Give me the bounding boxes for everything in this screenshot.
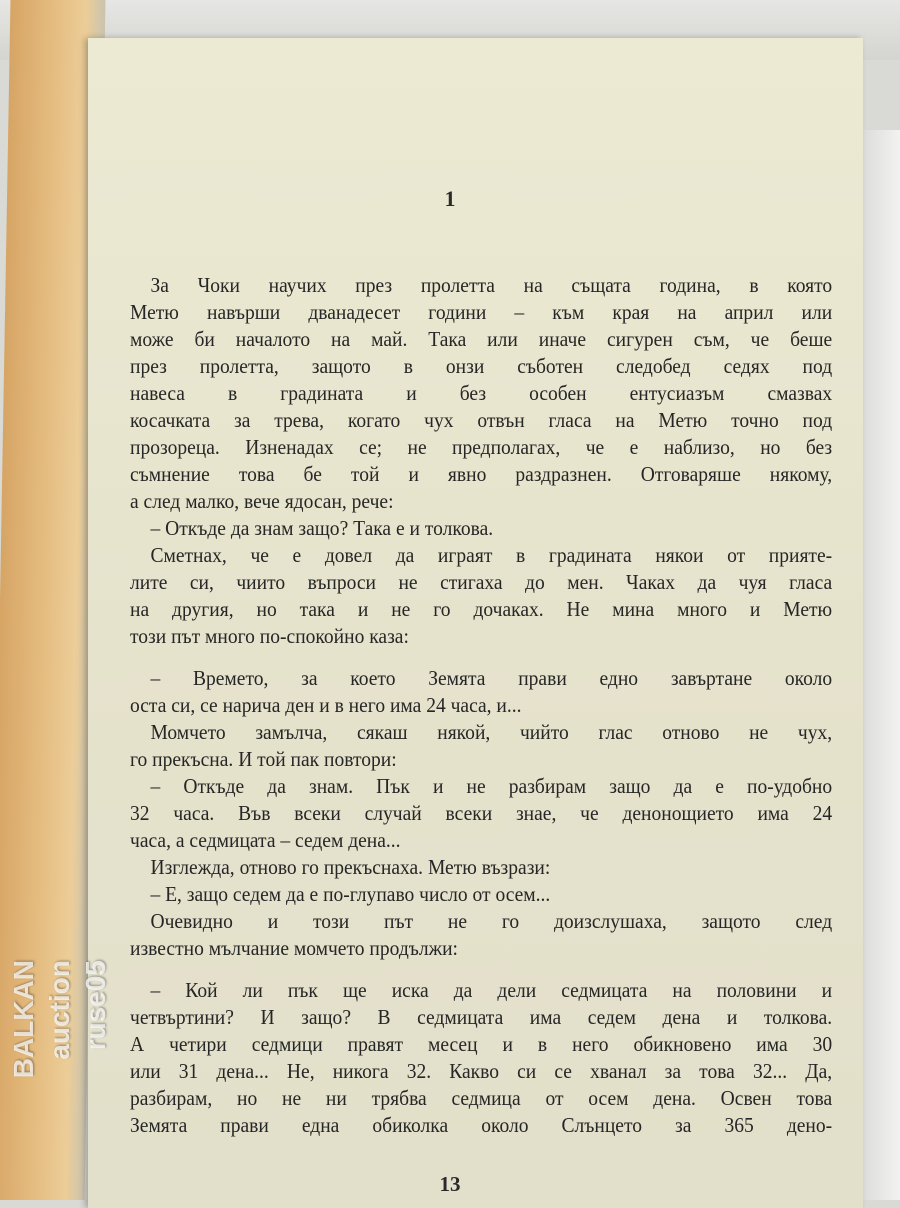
text-line: този път много по-спокойно каза:: [130, 624, 409, 648]
text-line: – Е, защо седем да е по-глупаво число от осем...: [150, 882, 551, 906]
watermark-line2: auction: [44, 960, 75, 1060]
text-line: – Откъде да знам. Пък и не разбирам защо да е по-удобно: [150, 774, 833, 798]
text-line: през пролетта, защото в онзи съботен следобед седях под: [130, 354, 833, 378]
text-line: Изглежда, отново го прекъснаха. Метю възрази:: [150, 855, 551, 879]
text-line: Земята прави една обиколка около Слънцето за 365 дено-: [130, 1113, 833, 1137]
text-line: 32 часа. Във всеки случай всеки знае, че денонощието има 24: [130, 801, 833, 825]
text-line: Момчето замълча, сякаш някой, чийто глас отново не чух,: [150, 720, 833, 744]
watermark-line3: ruse05: [80, 960, 111, 1051]
text-line: Метю навърши дванадесет години – към края на април или: [130, 300, 833, 324]
text-line: – Кой ли пък ще иска да дели седмицата на половини и: [150, 978, 833, 1002]
text-line: на другия, но така и не го дочаках. Не мина много и Метю: [130, 597, 833, 621]
text-line: – Откъде да знам защо? Така е и толкова.: [150, 516, 494, 540]
page-number: 13: [439, 1172, 461, 1196]
watermark-line1: BALKAN: [8, 960, 39, 1079]
text-line: разбирам, но не ни трябва седмица от осем дена. Освен това: [130, 1086, 833, 1110]
text-line: Очевидно и този път не го доизслушаха, защото след: [150, 909, 833, 933]
text-line: лите си, чиито въпроси не стигаха до мен. Чаках да чуя гласа: [130, 570, 833, 594]
text-line: съмнение това бе той и явно раздразнен. Отговаряше някому,: [130, 462, 833, 486]
text-line: А четири седмици правят месец и в него обикновено има 30: [130, 1032, 833, 1056]
text-line: часа, а седмицата – седем дена...: [130, 828, 401, 852]
text-line: оста си, се нарича ден и в него има 24 часа, и...: [130, 693, 522, 717]
text-line: може би началото на май. Така или иначе сигурен съм, че беше: [130, 327, 833, 351]
text-line: прозореца. Изненадах се; не предполагах, че е наблизо, но без: [130, 435, 833, 459]
chapter-number: 1: [444, 186, 456, 211]
text-line: – Времето, за което Земята прави едно завъртане около: [150, 666, 833, 690]
text-line: косачката за трева, когато чух отвън гласа на Метю точно под: [130, 408, 833, 432]
text-line: а след малко, вече ядосан, рече:: [130, 489, 394, 513]
text-line: навеса в градината и без особен ентусиазъм смазвах: [130, 381, 833, 405]
text-line: или 31 дена... Не, никога 32. Какво си се хванал за това 32... Да,: [130, 1059, 833, 1083]
text-line: За Чоки научих през пролетта на същата година, в която: [150, 273, 833, 297]
text-line: Сметнах, че е довел да играят в градината някои от прияте-: [150, 543, 833, 567]
text-line: известно мълчание момчето продължи:: [130, 936, 458, 960]
text-line: четвъртини? И защо? В седмицата има седем дена и толкова.: [130, 1005, 833, 1029]
text-line: го прекъсна. И той пак повтори:: [130, 747, 397, 771]
